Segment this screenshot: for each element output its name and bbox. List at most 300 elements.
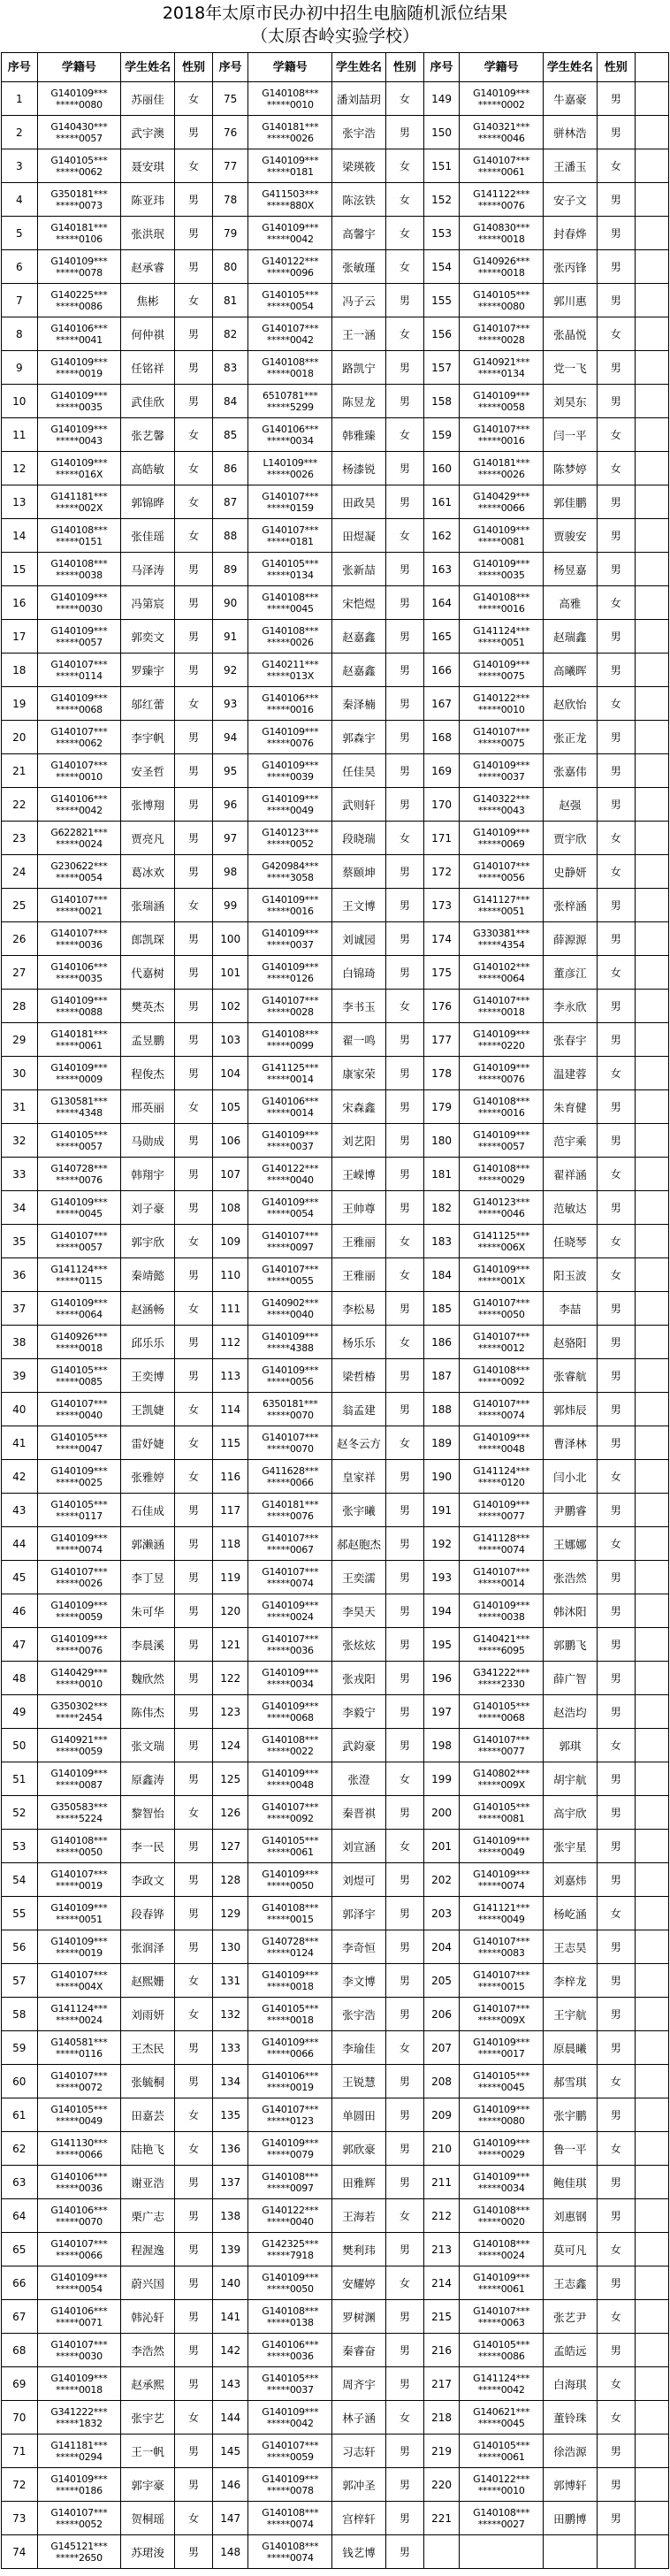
table-row (2, 822, 669, 855)
student-name-cell: 张宇浩 (332, 1998, 386, 2031)
extra-cell (635, 889, 668, 922)
gender-cell: 男 (175, 1863, 213, 1897)
gender-cell: 男 (385, 1998, 423, 2031)
student-name-cell: 郭炜辰 (543, 1393, 597, 1426)
student-id-cell: G140109*** *****0051 (37, 1897, 121, 1930)
student-id-cell: G140109*** *****0181 (248, 149, 332, 183)
gender-cell: 男 (385, 754, 423, 788)
seq-cell: 13 (2, 485, 38, 519)
student-id-cell: G140109*** *****0050 (248, 1863, 332, 1897)
header-gender: 性别 (385, 53, 423, 82)
seq-cell: 63 (2, 2166, 38, 2199)
student-id-cell: G140926*** *****0018 (37, 1326, 121, 1359)
student-id-cell: G140109*** *****0037 (248, 1124, 332, 1158)
student-id-cell: G140107*** *****0036 (37, 922, 121, 956)
student-name-cell: 习志轩 (332, 2435, 386, 2468)
gender-cell: 男 (175, 1930, 213, 1964)
student-name-cell: 魏欣然 (121, 1662, 175, 1695)
gender-cell: 女 (385, 1830, 423, 1863)
gender-cell: 女 (385, 183, 423, 217)
student-id-cell: G140109*** *****0048 (248, 1762, 332, 1796)
seq-cell: 101 (212, 956, 248, 990)
table-row (2, 922, 669, 956)
table-row (2, 1897, 669, 1930)
student-id-cell: G140109*** *****0017 (460, 2031, 544, 2065)
student-id-cell: G141121*** *****0049 (460, 1897, 544, 1930)
student-name-cell: 杨乐乐 (332, 1326, 386, 1359)
student-id-cell: G140106*** *****0035 (37, 956, 121, 990)
student-name-cell: 周齐宇 (332, 2367, 386, 2401)
gender-cell: 女 (385, 418, 423, 452)
student-name-cell: 赵欣怡 (543, 687, 597, 721)
seq-cell: 202 (423, 1863, 460, 1897)
student-name-cell: 王海若 (332, 2199, 386, 2233)
gender-cell: 男 (175, 1258, 213, 1292)
student-id-cell: G140105*** *****0134 (248, 553, 332, 586)
table-row (2, 1023, 669, 1057)
student-id-cell: G140107*** *****0062 (37, 721, 121, 754)
gender-cell: 女 (175, 687, 213, 721)
student-id-cell: G140108*** *****0020 (460, 2199, 544, 2233)
gender-cell (597, 2535, 635, 2569)
seq-cell: 99 (212, 889, 248, 922)
gender-cell: 男 (175, 1830, 213, 1863)
gender-cell: 男 (597, 1830, 635, 1863)
student-id-cell: G140107*** *****0114 (37, 654, 121, 687)
student-id-cell: G140109*** *****0078 (248, 2468, 332, 2502)
student-name-cell: 郭濑涵 (121, 1527, 175, 1561)
seq-cell: 125 (212, 1762, 248, 1796)
student-id-cell: G411628*** *****0066 (248, 1460, 332, 1494)
student-name-cell: 张正龙 (543, 721, 597, 754)
gender-cell: 男 (385, 1023, 423, 1057)
seq-cell: 210 (423, 2132, 460, 2166)
seq-cell: 18 (2, 654, 38, 687)
student-id-cell: G140107*** *****0057 (37, 1225, 121, 1258)
seq-cell: 52 (2, 1796, 38, 1830)
student-id-cell: G140105*** *****0018 (248, 1998, 332, 2031)
table-row (2, 2132, 669, 2166)
seq-cell: 17 (2, 620, 38, 654)
student-name-cell: 郝赵胞杰 (332, 1527, 386, 1561)
student-id-cell: G140107*** *****0066 (37, 2233, 121, 2266)
table-row (2, 2401, 669, 2435)
student-id-cell: G140123*** *****0046 (460, 1191, 544, 1225)
gender-cell: 男 (175, 1124, 213, 1158)
seq-cell: 145 (212, 2435, 248, 2468)
student-name-cell: 李永欣 (543, 990, 597, 1023)
seq-cell: 122 (212, 1662, 248, 1695)
student-name-cell: 张润泽 (121, 1930, 175, 1964)
results-table (1, 52, 669, 2569)
student-name-cell: 尹鹏睿 (543, 1494, 597, 1527)
gender-cell: 男 (597, 1292, 635, 1326)
seq-cell: 143 (212, 2367, 248, 2401)
gender-cell: 男 (597, 1393, 635, 1426)
table-row (2, 1393, 669, 1426)
student-name-cell: 冯第宸 (121, 586, 175, 620)
table-row (2, 519, 669, 553)
seq-cell: 29 (2, 1023, 38, 1057)
student-id-cell: G140621*** *****0045 (460, 2401, 544, 2435)
gender-cell: 女 (385, 1326, 423, 1359)
header-seq: 序号 (423, 53, 460, 82)
seq-cell: 56 (2, 1930, 38, 1964)
student-name-cell: 李昊天 (332, 1594, 386, 1628)
seq-cell: 131 (212, 1964, 248, 1998)
table-row (2, 1090, 669, 1124)
student-name-cell: 葛冰欢 (121, 855, 175, 889)
student-id-cell: G140830*** *****0018 (460, 217, 544, 250)
seq-cell: 218 (423, 2401, 460, 2435)
student-id-cell: G140109*** *****0024 (248, 1594, 332, 1628)
table-row (2, 1695, 669, 1729)
gender-cell: 女 (385, 1225, 423, 1258)
extra-cell (635, 519, 668, 553)
student-name-cell: 张洪珉 (121, 217, 175, 250)
seq-cell: 185 (423, 1292, 460, 1326)
student-id-cell: 6510781*** *****5299 (248, 385, 332, 418)
seq-cell: 107 (212, 1158, 248, 1191)
student-name-cell: 原鑫涛 (121, 1762, 175, 1796)
extra-cell (635, 1796, 668, 1830)
seq-cell: 46 (2, 1594, 38, 1628)
student-name-cell: 张艺馨 (121, 418, 175, 452)
student-name-cell: 牛嘉豪 (543, 82, 597, 116)
seq-cell: 83 (212, 351, 248, 385)
table-row (2, 317, 669, 351)
student-id-cell: G140107*** *****0016 (460, 418, 544, 452)
gender-cell: 女 (385, 990, 423, 1023)
student-name-cell: 郭锦晔 (121, 485, 175, 519)
student-id-cell: G140109*** *****0057 (37, 620, 121, 654)
seq-cell: 221 (423, 2502, 460, 2535)
gender-cell: 男 (175, 1057, 213, 1090)
page-subtitle: （太原杏岭实验学校） (250, 27, 419, 46)
table-row (2, 1460, 669, 1494)
student-id-cell: G140107*** *****0030 (37, 2334, 121, 2367)
gender-cell: 男 (597, 1628, 635, 1662)
student-id-cell: G140107*** *****0072 (37, 2065, 121, 2098)
gender-cell: 男 (385, 1662, 423, 1695)
gender-cell: 男 (175, 754, 213, 788)
student-name-cell: 任佳昊 (332, 754, 386, 788)
seq-cell: 151 (423, 149, 460, 183)
extra-cell (635, 418, 668, 452)
student-id-cell: G140107*** *****0014 (460, 1561, 544, 1594)
seq-cell: 198 (423, 1729, 460, 1762)
seq-cell: 149 (423, 82, 460, 116)
student-name-cell: 刘艺阳 (332, 1124, 386, 1158)
table-row (2, 385, 669, 418)
student-id-cell: G140105*** *****0061 (460, 2435, 544, 2468)
student-id-cell: G140122*** *****0040 (248, 2199, 332, 2233)
header-seq: 序号 (2, 53, 38, 82)
seq-cell: 165 (423, 620, 460, 654)
gender-cell: 男 (175, 855, 213, 889)
student-id-cell: G140109*** *****0030 (37, 586, 121, 620)
gender-cell: 男 (597, 2098, 635, 2132)
student-name-cell: 贾宇欣 (543, 822, 597, 855)
seq-cell: 213 (423, 2233, 460, 2266)
student-name-cell: 刘宣涵 (332, 1830, 386, 1863)
table-row (2, 250, 669, 284)
gender-cell: 男 (385, 1897, 423, 1930)
student-name-cell: 贺桐瑶 (121, 2502, 175, 2535)
seq-cell: 181 (423, 1158, 460, 1191)
student-id-cell: G140109*** *****0042 (248, 2401, 332, 2435)
student-id-cell: G140108*** *****0016 (460, 586, 544, 620)
seq-cell: 67 (2, 2300, 38, 2334)
student-name-cell: 李梓龙 (543, 1964, 597, 1998)
student-id-cell: G140109*** *****0069 (460, 822, 544, 855)
student-name-cell: 史静妍 (543, 855, 597, 889)
gender-cell: 女 (385, 250, 423, 284)
student-name-cell: 李政文 (121, 1863, 175, 1897)
student-name-cell: 蔡颐坤 (332, 855, 386, 889)
seq-cell: 153 (423, 217, 460, 250)
gender-cell: 男 (385, 452, 423, 485)
seq-cell: 168 (423, 721, 460, 754)
gender-cell: 男 (175, 956, 213, 990)
seq-cell: 11 (2, 418, 38, 452)
student-id-cell: G140109*** *****0037 (248, 922, 332, 956)
gender-cell: 男 (175, 721, 213, 754)
gender-cell: 女 (597, 586, 635, 620)
student-name-cell: 翁孟建 (332, 1393, 386, 1426)
seq-cell: 177 (423, 1023, 460, 1057)
seq-cell: 69 (2, 2367, 38, 2401)
student-name-cell: 王娜娜 (543, 1527, 597, 1561)
student-name-cell: 陈亚玮 (121, 183, 175, 217)
seq-cell: 91 (212, 620, 248, 654)
student-name-cell: 石佳成 (121, 1494, 175, 1527)
seq-cell: 203 (423, 1897, 460, 1930)
student-name-cell: 安圣哲 (121, 754, 175, 788)
table-row (2, 754, 669, 788)
seq-cell: 167 (423, 687, 460, 721)
student-name-cell: 赵冬云方 (332, 1426, 386, 1460)
student-name-cell: 李一民 (121, 1830, 175, 1863)
student-id-cell: G140109*** *****0019 (37, 351, 121, 385)
gender-cell: 男 (385, 1527, 423, 1561)
gender-cell: 男 (597, 2502, 635, 2535)
student-id-cell: G140211*** *****013X (248, 654, 332, 687)
gender-cell: 男 (385, 1494, 423, 1527)
seq-cell: 85 (212, 418, 248, 452)
seq-cell: 180 (423, 1124, 460, 1158)
extra-cell (635, 284, 668, 317)
student-id-cell: G140109*** *****0049 (460, 1830, 544, 1863)
gender-cell: 男 (597, 183, 635, 217)
student-name-cell: 杨昱嘉 (543, 553, 597, 586)
table-row (2, 1762, 669, 1796)
student-id-cell: G140109*** *****0035 (37, 385, 121, 418)
extra-cell (635, 1191, 668, 1225)
seq-cell: 31 (2, 1090, 38, 1124)
extra-cell (635, 1057, 668, 1090)
gender-cell: 男 (597, 2166, 635, 2199)
student-name-cell: 闫一平 (543, 418, 597, 452)
seq-cell: 92 (212, 654, 248, 687)
seq-cell: 50 (2, 1729, 38, 1762)
student-name-cell: 赵瑞鑫 (543, 620, 597, 654)
student-id-cell: G140105*** *****0080 (460, 284, 544, 317)
student-name-cell: 程渥逸 (121, 2233, 175, 2266)
gender-cell: 男 (385, 2132, 423, 2166)
gender-cell: 女 (597, 2065, 635, 2098)
seq-cell: 189 (423, 1426, 460, 1460)
student-name-cell: 雷妤婕 (121, 1426, 175, 1460)
extra-cell (635, 721, 668, 754)
student-id-cell: G140107*** *****0075 (460, 721, 544, 754)
gender-cell: 女 (597, 1460, 635, 1494)
seq-cell: 116 (212, 1460, 248, 1494)
gender-cell: 男 (597, 620, 635, 654)
gender-cell: 女 (597, 418, 635, 452)
gender-cell: 男 (385, 1460, 423, 1494)
student-name-cell: 韩翔宇 (121, 1158, 175, 1191)
table-row (2, 2435, 669, 2468)
student-id-cell: G140181*** *****0106 (37, 217, 121, 250)
gender-cell: 男 (597, 485, 635, 519)
student-id-cell: G140109*** *****0002 (460, 82, 544, 116)
student-id-cell: G141124*** *****0120 (460, 1460, 544, 1494)
seq-cell: 139 (212, 2233, 248, 2266)
seq-cell: 205 (423, 1964, 460, 1998)
seq-cell: 188 (423, 1393, 460, 1426)
extra-cell (635, 1326, 668, 1359)
extra-cell (635, 2199, 668, 2233)
table-row (2, 2468, 669, 2502)
gender-cell: 男 (597, 1796, 635, 1830)
table-row (2, 2266, 669, 2300)
gender-cell: 女 (385, 149, 423, 183)
seq-cell: 102 (212, 990, 248, 1023)
seq-cell: 58 (2, 1998, 38, 2031)
gender-cell: 男 (385, 956, 423, 990)
student-id-cell: G140106*** *****0070 (37, 2199, 121, 2233)
gender-cell: 男 (385, 1090, 423, 1124)
seq-cell: 176 (423, 990, 460, 1023)
gender-cell: 男 (597, 990, 635, 1023)
student-name-cell: 薛源源 (543, 922, 597, 956)
gender-cell: 男 (597, 2031, 635, 2065)
table-row (2, 990, 669, 1023)
gender-cell: 男 (385, 2334, 423, 2367)
student-id-cell: G140109*** *****0088 (37, 990, 121, 1023)
student-id-cell: G145121*** *****2650 (37, 2535, 121, 2569)
student-id-cell: G140181*** *****0026 (460, 452, 544, 485)
student-id-cell: G140109*** *****0061 (460, 2266, 544, 2300)
student-name-cell: 封春烨 (543, 217, 597, 250)
seq-cell: 24 (2, 855, 38, 889)
gender-cell: 男 (385, 788, 423, 822)
student-id-cell: G140109*** *****0087 (37, 1762, 121, 1796)
student-name-cell: 田雅辉 (332, 2166, 386, 2199)
extra-cell (635, 1762, 668, 1796)
gender-cell: 男 (385, 2468, 423, 2502)
extra-cell (635, 1460, 668, 1494)
seq-cell: 32 (2, 1124, 38, 1158)
gender-cell: 男 (175, 1729, 213, 1762)
gender-cell: 女 (175, 82, 213, 116)
student-name-cell: 李浩然 (121, 2334, 175, 2367)
student-id-cell: G141130*** *****0066 (37, 2132, 121, 2166)
gender-cell: 男 (385, 1964, 423, 1998)
student-id-cell: G140107*** *****0063 (460, 2300, 544, 2334)
seq-cell: 84 (212, 385, 248, 418)
gender-cell: 男 (597, 284, 635, 317)
seq-cell: 108 (212, 1191, 248, 1225)
student-name-cell: 张宇曦 (332, 1494, 386, 1527)
seq-cell: 77 (212, 149, 248, 183)
student-name-cell: 武则轩 (332, 788, 386, 822)
extra-cell (635, 1830, 668, 1863)
student-id-cell: G140105*** *****0047 (37, 1426, 121, 1460)
student-name-cell: 任晓琴 (543, 1225, 597, 1258)
student-id-cell: G140728*** *****0076 (37, 1158, 121, 1191)
seq-cell: 57 (2, 1964, 38, 1998)
student-name-cell: 邢英丽 (121, 1090, 175, 1124)
student-name-cell: 王凯婕 (121, 1393, 175, 1426)
gender-cell: 男 (597, 1762, 635, 1796)
student-id-cell: G140107*** *****009X (460, 1998, 544, 2031)
seq-cell: 71 (2, 2435, 38, 2468)
gender-cell: 男 (175, 1359, 213, 1393)
student-id-cell: G140108*** *****0010 (248, 82, 332, 116)
extra-cell (635, 1158, 668, 1191)
student-id-cell: G140107*** *****0123 (248, 2098, 332, 2132)
extra-cell (635, 1258, 668, 1292)
gender-cell: 女 (385, 1426, 423, 1460)
seq-cell: 61 (2, 2098, 38, 2132)
gender-cell: 男 (597, 654, 635, 687)
seq-cell: 26 (2, 922, 38, 956)
seq-cell: 146 (212, 2468, 248, 2502)
student-name-cell: 王帅尊 (332, 1191, 386, 1225)
table-row (2, 1796, 669, 1830)
seq-cell: 44 (2, 1527, 38, 1561)
seq-cell: 89 (212, 553, 248, 586)
student-name-cell: 张毓桐 (121, 2065, 175, 2098)
gender-cell: 女 (385, 2031, 423, 2065)
seq-cell: 136 (212, 2132, 248, 2166)
student-name-cell: 段春铧 (121, 1897, 175, 1930)
student-name-cell: 翟一鸣 (332, 1023, 386, 1057)
student-id-cell: G140107*** *****0021 (37, 889, 121, 922)
student-id-cell: G140109*** *****0075 (460, 654, 544, 687)
student-name-cell: 胡宇航 (543, 1762, 597, 1796)
seq-cell: 103 (212, 1023, 248, 1057)
gender-cell: 女 (597, 855, 635, 889)
gender-cell: 男 (385, 116, 423, 149)
extra-cell (635, 1393, 668, 1426)
seq-cell: 75 (212, 82, 248, 116)
student-name-cell: 韩雅臻 (332, 418, 386, 452)
page-title: 2018年太原市民办初中招生电脑随机派位结果 (162, 4, 508, 23)
seq-cell: 127 (212, 1830, 248, 1863)
gender-cell: 男 (385, 1057, 423, 1090)
seq-cell: 113 (212, 1359, 248, 1393)
gender-cell: 男 (385, 922, 423, 956)
header-extra (635, 53, 668, 82)
gender-cell: 男 (597, 1326, 635, 1359)
student-id-cell: G140181*** *****0026 (248, 116, 332, 149)
student-id-cell: G140107*** *****0159 (248, 485, 332, 519)
seq-cell: 55 (2, 1897, 38, 1930)
student-name-cell: 王嵘博 (332, 1158, 386, 1191)
